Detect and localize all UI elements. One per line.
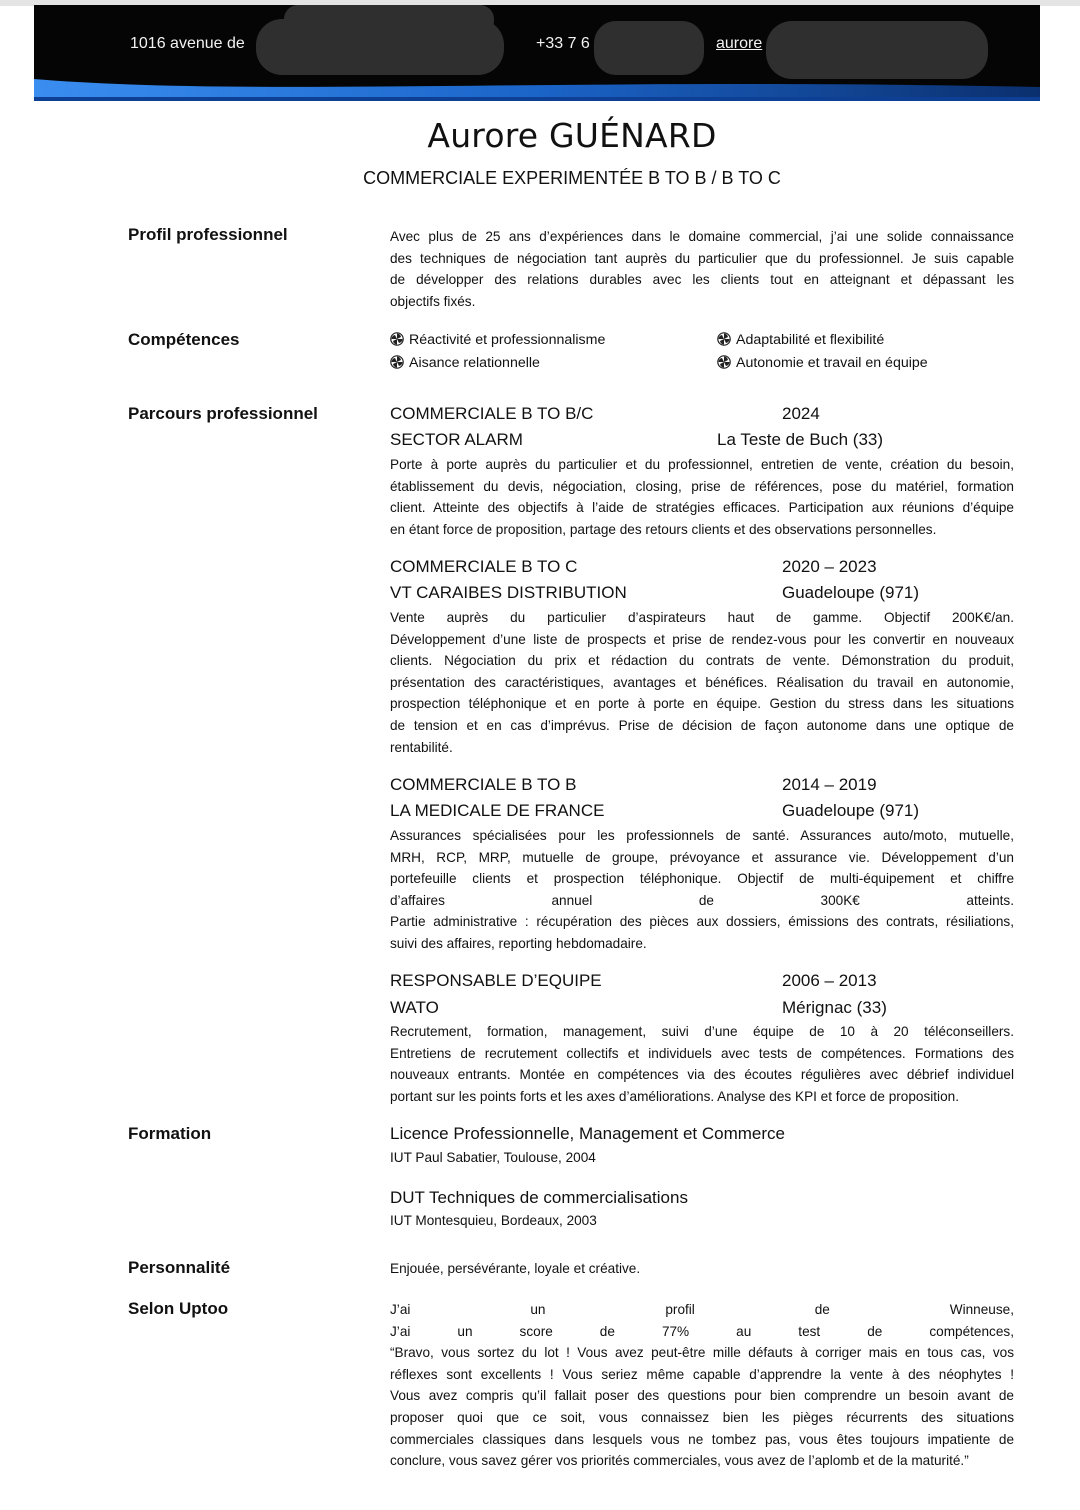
email-link[interactable]: aurore — [716, 35, 763, 52]
job-description-line: Développement d’une liste de prospects et prise de rendez-vous pour les convertir en nouveaux — [390, 631, 1014, 647]
skill-label: Réactivité et professionnalisme — [409, 332, 606, 348]
section-label-parcours: Parcours professionnel — [128, 404, 318, 423]
skill-item — [390, 355, 540, 371]
uptoo-line: réflexes sont excellents ! Vous seriez même capable d’apprendre la vente à des néophytes ! — [390, 1366, 1014, 1382]
job-title: RESPONSABLE D’EQUIPE — [390, 971, 602, 990]
contact-header — [34, 5, 1040, 101]
job-description-line: Recrutement, formation, management, suivi d’une équipe de 10 à 20 téléconseillers. — [390, 1024, 1014, 1039]
skill-item — [717, 332, 884, 348]
pinwheel-bullet-icon — [390, 332, 404, 346]
uptoo-line: Vous avez compris qu’il fallait poser des questions pour bien comprendre un besoin avant de — [390, 1388, 1014, 1404]
redaction-phone — [594, 21, 704, 75]
personnalite-text: Enjouée, persévérante, loyale et créative. — [390, 1261, 641, 1276]
skill-label: Aisance relationnelle — [409, 355, 540, 371]
job-place: Guadeloupe (971) — [782, 801, 920, 820]
job-headline: COMMERCIALE EXPERIMENTÉE B TO B / B TO C — [363, 168, 781, 188]
education-degree: DUT Techniques de commercialisations — [390, 1188, 688, 1207]
job-description-line: rentabilité. — [390, 739, 453, 755]
job-title: COMMERCIALE B TO B — [390, 775, 577, 794]
job-description-line: en étant force de proposition, partage des retours clients et des observations personnelles. — [390, 521, 937, 537]
job-description-line: client. Atteinte des objectifs à l’aide de stratégies efficaces. Participation aux réunions d’équipe — [390, 500, 1014, 516]
phone-text: +33 7 6 — [536, 35, 590, 52]
job-description-line: MRH, RCP, MRP, mutuelle de groupe, prévoyance et assurance vie. Développement d’un — [390, 849, 1014, 865]
job-description-line: Vente auprès du particulier d’aspirateurs haut de gamme. Objectif 200K€/an. — [390, 610, 1014, 625]
skill-label: Autonomie et travail en équipe — [736, 355, 928, 371]
job-date: 2020 – 2023 — [782, 557, 877, 576]
job-title: COMMERCIALE B TO B/C — [390, 404, 594, 423]
job-description-line: nouveaux entrants. Montée en compétences via des écoutes régulières avec débrief individuel — [390, 1067, 1014, 1083]
job-description-line: suivi des affaires, reporting hebdomadaire. — [390, 935, 647, 951]
job-description — [390, 607, 1014, 758]
job-description-line: présentation des caractéristiques, avantages et bénéfices. Réalisation du travail en autonomie, — [390, 674, 1014, 690]
job-place: Mérignac (33) — [782, 998, 887, 1017]
job-description-line: portefeuille clients et prospection téléphonique. Objectif de multi-équipement et chiffre — [390, 871, 1014, 887]
job-description — [390, 454, 1014, 540]
job-company: SECTOR ALARM — [390, 430, 523, 449]
section-label-competences: Compétences — [128, 330, 240, 349]
job-description-line: Partie administrative : récupération des pièces aux dossiers, émissions des contrats, résiliations, — [390, 914, 1014, 930]
uptoo-line: “Bravo, vous sortez du lot ! Vous avez peut-être mille défauts à corriger mais en tous cas, vos — [390, 1345, 1014, 1361]
job-company: VT CARAIBES DISTRIBUTION — [390, 583, 627, 602]
address-text: 1016 avenue de — [130, 35, 245, 52]
job-description-line: établissement du devis, négociation, closing, prise de références, pose du matériel, formation — [390, 478, 1014, 494]
education-school: IUT Montesquieu, Bordeaux, 2003 — [390, 1213, 597, 1228]
job-description — [390, 1021, 1014, 1107]
uptoo-line: conclure, vous savez gérer vos priorités commerciales, vous avez de l’aplomb et de la maturité.” — [390, 1453, 969, 1469]
job-description-line: clients. Négociation du prix et rédaction du contrats de vente. Démonstration du produit, — [390, 653, 1014, 669]
redaction-address-top — [284, 5, 494, 35]
uptoo-line: J’ai un profil de Winneuse, — [390, 1302, 1014, 1317]
person-name: Aurore GUÉNARD — [427, 116, 717, 155]
section-label-formation: Formation — [128, 1124, 212, 1143]
job-description-line: d’affaires annuel de 300K€ atteints. — [390, 892, 1014, 908]
profil-text — [390, 226, 1014, 312]
job-description-line: Assurances spécialisées pour les professionnels de santé. Assurances auto/moto, mutuelle, — [390, 828, 1014, 843]
job-date: 2006 – 2013 — [782, 971, 877, 990]
job-title: COMMERCIALE B TO C — [390, 557, 578, 576]
job-description — [390, 825, 1014, 955]
profil-line: objectifs fixés. — [390, 293, 476, 309]
job-company: LA MEDICALE DE FRANCE — [390, 801, 605, 820]
job-description-line: prospection téléphonique et en porte à porte en équipe. Gestion du stress dans les situations — [390, 696, 1014, 712]
job-description-line: de tension et en cas d’imprévus. Prise de décision de façon autonome dans une optique de — [390, 717, 1014, 733]
profil-line: des techniques de négociation tant auprès du particulier que du professionnel. Je suis capable — [390, 250, 1014, 266]
job-place: La Teste de Buch (33) — [717, 430, 884, 449]
skill-label: Adaptabilité et flexibilité — [736, 332, 885, 348]
skill-item — [717, 355, 928, 371]
job-description-line: portant sur les points forts et les axes d’améliorations. Analyse des KPI et force de proposition. — [390, 1088, 959, 1104]
job-description-line: Porte à porte auprès du particulier et du professionnel, entretien de vente, création du besoin, — [390, 457, 1014, 472]
pinwheel-bullet-icon — [717, 332, 731, 346]
job-place: Guadeloupe (971) — [782, 583, 920, 602]
profil-line: Avec plus de 25 ans d’expériences dans le domaine commercial, j’ai une solide connaissance — [390, 229, 1014, 244]
pinwheel-bullet-icon — [390, 355, 404, 369]
uptoo-line: commerciales classiques dans lesquels vous ne tombez pas, vous êtes toujours impatiente de — [390, 1431, 1014, 1447]
job-date: 2024 — [782, 404, 820, 423]
uptoo-line: proposer quoi que ce soit, vous connaissez bien les pièges récurrents des situations — [390, 1409, 1014, 1425]
job-description-line: Entretiens de recrutement collectifs et individuels avec tests de compétences. Formations des — [390, 1045, 1014, 1061]
section-label-personnalite: Personnalité — [128, 1258, 231, 1277]
job-date: 2014 – 2019 — [782, 775, 877, 794]
education-school: IUT Paul Sabatier, Toulouse, 2004 — [390, 1150, 596, 1165]
section-label-profil: Profil professionnel — [128, 225, 288, 244]
job-company: WATO — [390, 998, 439, 1017]
uptoo-line: J’ai un score de 77% au test de compétences, — [390, 1323, 1014, 1339]
uptoo-text — [390, 1299, 1014, 1472]
section-label-uptoo: Selon Uptoo — [128, 1299, 229, 1318]
skill-item — [390, 332, 605, 348]
profil-line: de développer des relations durables avec les clients tout en atteignant et dépassant les — [390, 272, 1014, 288]
education-degree: Licence Professionnelle, Management et Commerce — [390, 1124, 785, 1143]
pinwheel-bullet-icon — [717, 355, 731, 369]
redaction-email — [766, 21, 988, 79]
